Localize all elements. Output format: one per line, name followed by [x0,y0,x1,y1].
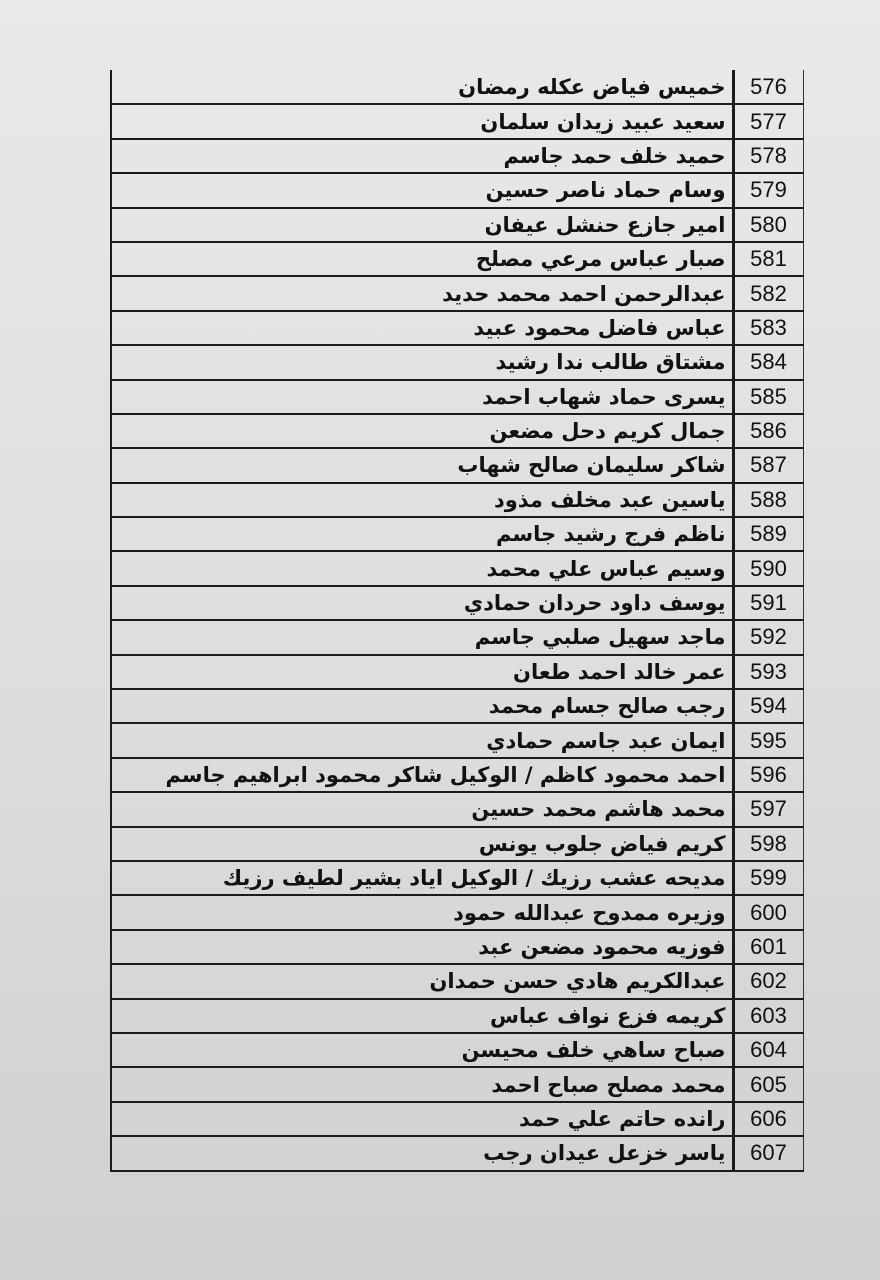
names-table [110,70,804,1172]
number-cell: 588 [733,483,803,517]
name-cell: شاكر سليمان صالح شهاب [111,448,733,482]
number-cell: 582 [733,276,803,310]
name-cell: خميس فياض عكله رمضان [111,70,733,104]
table-row [111,1102,803,1136]
table-row [111,414,803,448]
number-cell: 605 [733,1067,803,1101]
number-cell: 606 [733,1102,803,1136]
number-cell: 601 [733,930,803,964]
number-cell: 581 [733,242,803,276]
table-row [111,311,803,345]
number-cell: 603 [733,999,803,1033]
table-row [111,483,803,517]
number-cell: 596 [733,758,803,792]
number-cell: 583 [733,311,803,345]
name-cell: سعيد عبيد زيدان سلمان [111,104,733,138]
number-cell: 586 [733,414,803,448]
table-row [111,999,803,1033]
name-cell: ياسر خزعل عيدان رجب [111,1136,733,1170]
table-row [111,70,803,104]
table-row [111,620,803,654]
name-cell: عباس فاضل محمود عبيد [111,311,733,345]
name-cell: مشتاق طالب ندا رشيد [111,345,733,379]
name-cell: رجب صالح جسام محمد [111,689,733,723]
number-cell: 576 [733,70,803,104]
name-cell: محمد مصلح صباح احمد [111,1067,733,1101]
name-cell: كريم فياض جلوب يونس [111,827,733,861]
table-row [111,758,803,792]
number-cell: 594 [733,689,803,723]
table-row [111,448,803,482]
name-cell: عبدالرحمن احمد محمد حديد [111,276,733,310]
name-cell: ماجد سهيل صلبي جاسم [111,620,733,654]
name-cell: صباح ساهي خلف محيسن [111,1033,733,1067]
name-cell: احمد محمود كاظم / الوكيل شاكر محمود ابراهيم جاسم [111,758,733,792]
number-cell: 595 [733,723,803,757]
table-row [111,930,803,964]
table-row [111,1136,803,1170]
name-cell: يسرى حماد شهاب احمد [111,380,733,414]
table-row [111,517,803,551]
number-cell: 585 [733,380,803,414]
number-cell: 579 [733,173,803,207]
name-cell: ناظم فرج رشيد جاسم [111,517,733,551]
table-row [111,551,803,585]
name-cell: حميد خلف حمد جاسم [111,139,733,173]
number-cell: 591 [733,586,803,620]
table-row [111,345,803,379]
table-row [111,104,803,138]
table-row [111,861,803,895]
table-row [111,208,803,242]
number-cell: 604 [733,1033,803,1067]
name-cell: كريمه فزع نواف عباس [111,999,733,1033]
number-cell: 607 [733,1136,803,1170]
name-cell: يوسف داود حردان حمادي [111,586,733,620]
name-cell: وسام حماد ناصر حسين [111,173,733,207]
number-cell: 600 [733,895,803,929]
number-cell: 592 [733,620,803,654]
table-row [111,276,803,310]
name-cell: مديحه عشب رزيك / الوكيل اياد بشير لطيف رزيك [111,861,733,895]
name-cell: عمر خالد احمد طعان [111,655,733,689]
table-row [111,895,803,929]
table-row [111,242,803,276]
name-cell: امير جازع حنشل عيفان [111,208,733,242]
number-cell: 580 [733,208,803,242]
number-cell: 589 [733,517,803,551]
table-row [111,689,803,723]
number-cell: 590 [733,551,803,585]
number-cell: 578 [733,139,803,173]
name-cell: ياسين عبد مخلف مذود [111,483,733,517]
name-cell: ايمان عبد جاسم حمادي [111,723,733,757]
name-cell: فوزيه محمود مضعن عبد [111,930,733,964]
number-cell: 599 [733,861,803,895]
name-cell: عبدالكريم هادي حسن حمدان [111,964,733,998]
table-row [111,827,803,861]
table-row [111,655,803,689]
number-cell: 577 [733,104,803,138]
table-row [111,792,803,826]
number-cell: 597 [733,792,803,826]
table-row [111,1067,803,1101]
number-cell: 593 [733,655,803,689]
name-cell: وزيره ممدوح عبدالله حمود [111,895,733,929]
number-cell: 602 [733,964,803,998]
table-row [111,1033,803,1067]
names-table-body [111,70,803,1171]
number-cell: 587 [733,448,803,482]
number-cell: 584 [733,345,803,379]
number-cell: 598 [733,827,803,861]
name-cell: رانده حاتم علي حمد [111,1102,733,1136]
table-row [111,173,803,207]
table-row [111,723,803,757]
table-row [111,964,803,998]
name-cell: وسيم عباس علي محمد [111,551,733,585]
table-row [111,380,803,414]
table-row [111,586,803,620]
table-row [111,139,803,173]
name-cell: صبار عباس مرعي مصلح [111,242,733,276]
name-cell: جمال كريم دحل مضعن [111,414,733,448]
name-cell: محمد هاشم محمد حسين [111,792,733,826]
